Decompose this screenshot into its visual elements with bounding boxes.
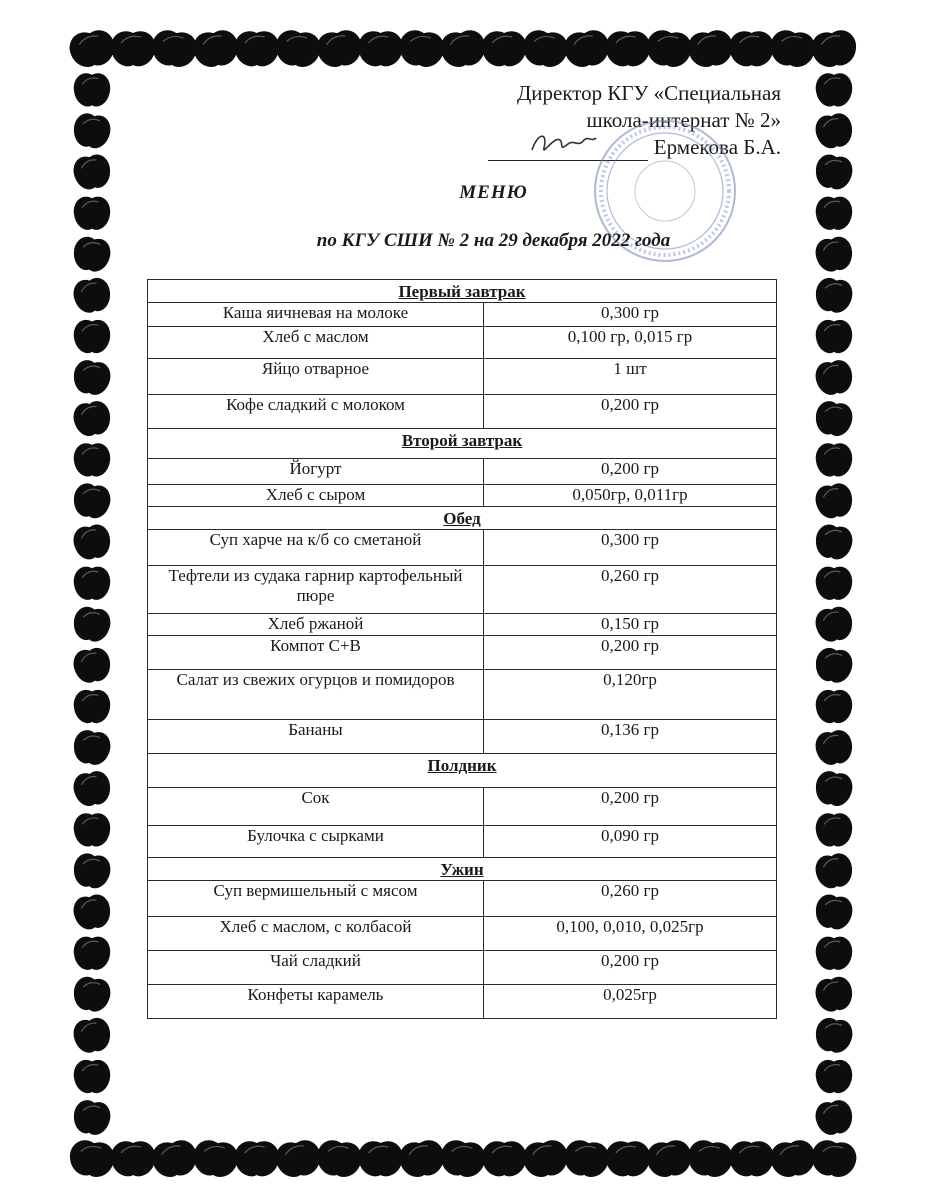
apple-ornament [768, 28, 817, 69]
apple-ornament [74, 813, 110, 846]
apple-ornament [111, 1141, 156, 1176]
dish-name: Каша яичневая на молоке [148, 303, 484, 327]
section-heading: Второй завтрак [148, 429, 777, 459]
menu-row [148, 614, 777, 636]
apple-ornament [816, 320, 852, 353]
apple-ornament [74, 1060, 110, 1093]
apple-ornament [816, 1060, 852, 1093]
dish-name: Суп харче на к/б со сметаной [148, 530, 484, 566]
section-heading: Ужин [148, 858, 777, 881]
apple-ornament [235, 1141, 280, 1176]
dish-quantity: 0,090 гр [484, 826, 777, 858]
apple-ornament [813, 1098, 855, 1137]
section-row [148, 858, 777, 881]
apple-ornament [521, 28, 570, 69]
apple-ornament [521, 1138, 570, 1179]
section-row [148, 507, 777, 530]
menu-row [148, 985, 777, 1019]
menu-row [148, 459, 777, 485]
approval-name: Ермекова Б.А. [653, 135, 781, 159]
dish-name: Булочка с сырками [148, 826, 484, 858]
section-row [148, 280, 777, 303]
apple-ornament [813, 975, 855, 1014]
apple-ornament [358, 31, 403, 66]
dish-quantity: 0,136 гр [484, 720, 777, 754]
apple-ornament [562, 1138, 611, 1179]
apple-ornament [768, 1138, 817, 1179]
apple-ornament [315, 28, 364, 69]
apple-ornament [813, 851, 855, 890]
apple-ornament [813, 481, 855, 520]
dish-quantity: 0,120гр [484, 670, 777, 720]
apple-ornament [315, 1138, 364, 1179]
dish-name: Бананы [148, 720, 484, 754]
apple-ornament [816, 443, 852, 476]
section-row [148, 429, 777, 459]
menu-row [148, 359, 777, 395]
apple-ornament [813, 276, 855, 315]
apple-ornament [729, 31, 774, 66]
apple-ornament [150, 28, 199, 69]
apple-ornament [68, 28, 117, 69]
apple-ornament [71, 975, 113, 1014]
dish-quantity: 0,050гр, 0,011гр [484, 485, 777, 507]
apple-ornament [813, 358, 855, 397]
apple-ornament [71, 728, 113, 767]
dish-name: Суп вермишельный с мясом [148, 881, 484, 917]
apple-ornament [809, 1138, 858, 1179]
apple-ornament [71, 851, 113, 890]
apple-ornament [686, 1138, 735, 1179]
apple-ornament [74, 320, 110, 353]
apple-ornament [71, 646, 113, 685]
dish-quantity: 0,200 гр [484, 395, 777, 429]
dish-quantity: 0,100, 0,010, 0,025гр [484, 917, 777, 951]
dish-quantity: 0,300 гр [484, 530, 777, 566]
dish-quantity: 0,100 гр, 0,015 гр [484, 327, 777, 359]
apple-ornament [71, 769, 113, 808]
menu-row [148, 303, 777, 327]
apple-ornament [71, 399, 113, 438]
apple-ornament [71, 605, 113, 644]
apple-ornament [482, 1141, 527, 1176]
apple-ornament [606, 1141, 651, 1176]
apple-ornament [74, 73, 110, 106]
apple-ornament [438, 1138, 487, 1179]
apple-ornament [606, 31, 651, 66]
approval-organization: школа-интернат № 2» [586, 108, 781, 132]
apple-ornament [816, 937, 852, 970]
menu-row [148, 720, 777, 754]
menu-row [148, 917, 777, 951]
apple-ornament [813, 646, 855, 685]
apple-ornament [397, 1138, 446, 1179]
dish-name: Хлеб с маслом [148, 327, 484, 359]
dish-name: Хлеб с сыром [148, 485, 484, 507]
dish-quantity: 0,200 гр [484, 636, 777, 670]
apple-ornament [67, 1138, 116, 1179]
dish-name: Йогурт [148, 459, 484, 485]
apple-ornament [813, 399, 855, 438]
menu-row [148, 636, 777, 670]
menu-row [148, 327, 777, 359]
dish-name: Кофе сладкий с молоком [148, 395, 484, 429]
dish-name: Тефтели из судака гарнир картофельный пюре [148, 566, 484, 614]
apple-ornament [74, 443, 110, 476]
apple-ornament [71, 481, 113, 520]
apple-ornament [71, 358, 113, 397]
dish-quantity: 0,150 гр [484, 614, 777, 636]
apple-ornament [645, 1138, 694, 1179]
apple-ornament [71, 893, 113, 932]
apple-ornament [74, 937, 110, 970]
dish-name: Яйцо отварное [148, 359, 484, 395]
apple-ornament [813, 111, 855, 150]
dish-quantity: 0,200 гр [484, 788, 777, 826]
apple-ornament [813, 523, 855, 562]
apple-ornament [71, 1016, 113, 1055]
dish-name: Конфеты карамель [148, 985, 484, 1019]
document-title: МЕНЮ [459, 182, 528, 203]
apple-ornament [813, 605, 855, 644]
apple-ornament [644, 28, 693, 69]
menu-row [148, 566, 777, 614]
dish-name: Хлеб с маслом, с колбасой [148, 917, 484, 951]
apple-ornament [111, 31, 156, 66]
apple-ornament [729, 1141, 774, 1176]
dish-quantity: 0,260 гр [484, 881, 777, 917]
menu-table [147, 279, 777, 1019]
signature-mark [528, 128, 598, 158]
menu-row [148, 670, 777, 720]
dish-name: Сок [148, 788, 484, 826]
dish-quantity: 0,200 гр [484, 951, 777, 985]
apple-ornament [71, 1098, 113, 1137]
apple-ornament [482, 31, 527, 66]
section-heading: Первый завтрак [148, 280, 777, 303]
apple-ornament [74, 690, 110, 723]
approval-position: Директор КГУ «Специальная [516, 81, 781, 105]
dish-quantity: 0,200 гр [484, 459, 777, 485]
apple-ornament [813, 1016, 855, 1055]
section-heading: Обед [148, 507, 777, 530]
apple-ornament [397, 28, 446, 69]
dish-quantity: 0,300 гр [484, 303, 777, 327]
section-row [148, 754, 777, 788]
apple-ornament [813, 769, 855, 808]
section-heading: Полдник [148, 754, 777, 788]
document-subtitle: по КГУ СШИ № 2 на 29 декабря 2022 года [316, 230, 671, 251]
apple-ornament [816, 567, 852, 600]
apple-ornament [813, 728, 855, 767]
dish-quantity: 0,025гр [484, 985, 777, 1019]
apple-ornament [686, 28, 735, 69]
menu-row [148, 826, 777, 858]
apple-ornament [810, 28, 859, 69]
apple-ornament [562, 28, 611, 69]
menu-row [148, 788, 777, 826]
dish-name: Чай сладкий [148, 951, 484, 985]
dish-name: Хлеб ржаной [148, 614, 484, 636]
menu-row [148, 951, 777, 985]
apple-ornament [71, 111, 113, 150]
apple-ornament [191, 1138, 240, 1179]
dish-quantity: 0,260 гр [484, 566, 777, 614]
apple-ornament [358, 1141, 403, 1176]
menu-row [148, 395, 777, 429]
apple-ornament [71, 276, 113, 315]
apple-ornament [74, 567, 110, 600]
menu-row [148, 530, 777, 566]
apple-ornament [439, 28, 488, 69]
apple-ornament [274, 1138, 323, 1179]
dish-quantity: 1 шт [484, 359, 777, 395]
menu-row [148, 485, 777, 507]
apple-ornament [235, 31, 280, 66]
apple-ornament [816, 73, 852, 106]
apple-ornament [191, 28, 240, 69]
apple-ornament [813, 893, 855, 932]
menu-row [148, 881, 777, 917]
apple-ornament [150, 1138, 199, 1179]
apple-ornament [273, 28, 322, 69]
apple-ornament [71, 523, 113, 562]
dish-name: Салат из свежих огурцов и помидоров [148, 670, 484, 720]
apple-ornament [816, 690, 852, 723]
apple-ornament [816, 813, 852, 846]
dish-name: Компот С+В [148, 636, 484, 670]
